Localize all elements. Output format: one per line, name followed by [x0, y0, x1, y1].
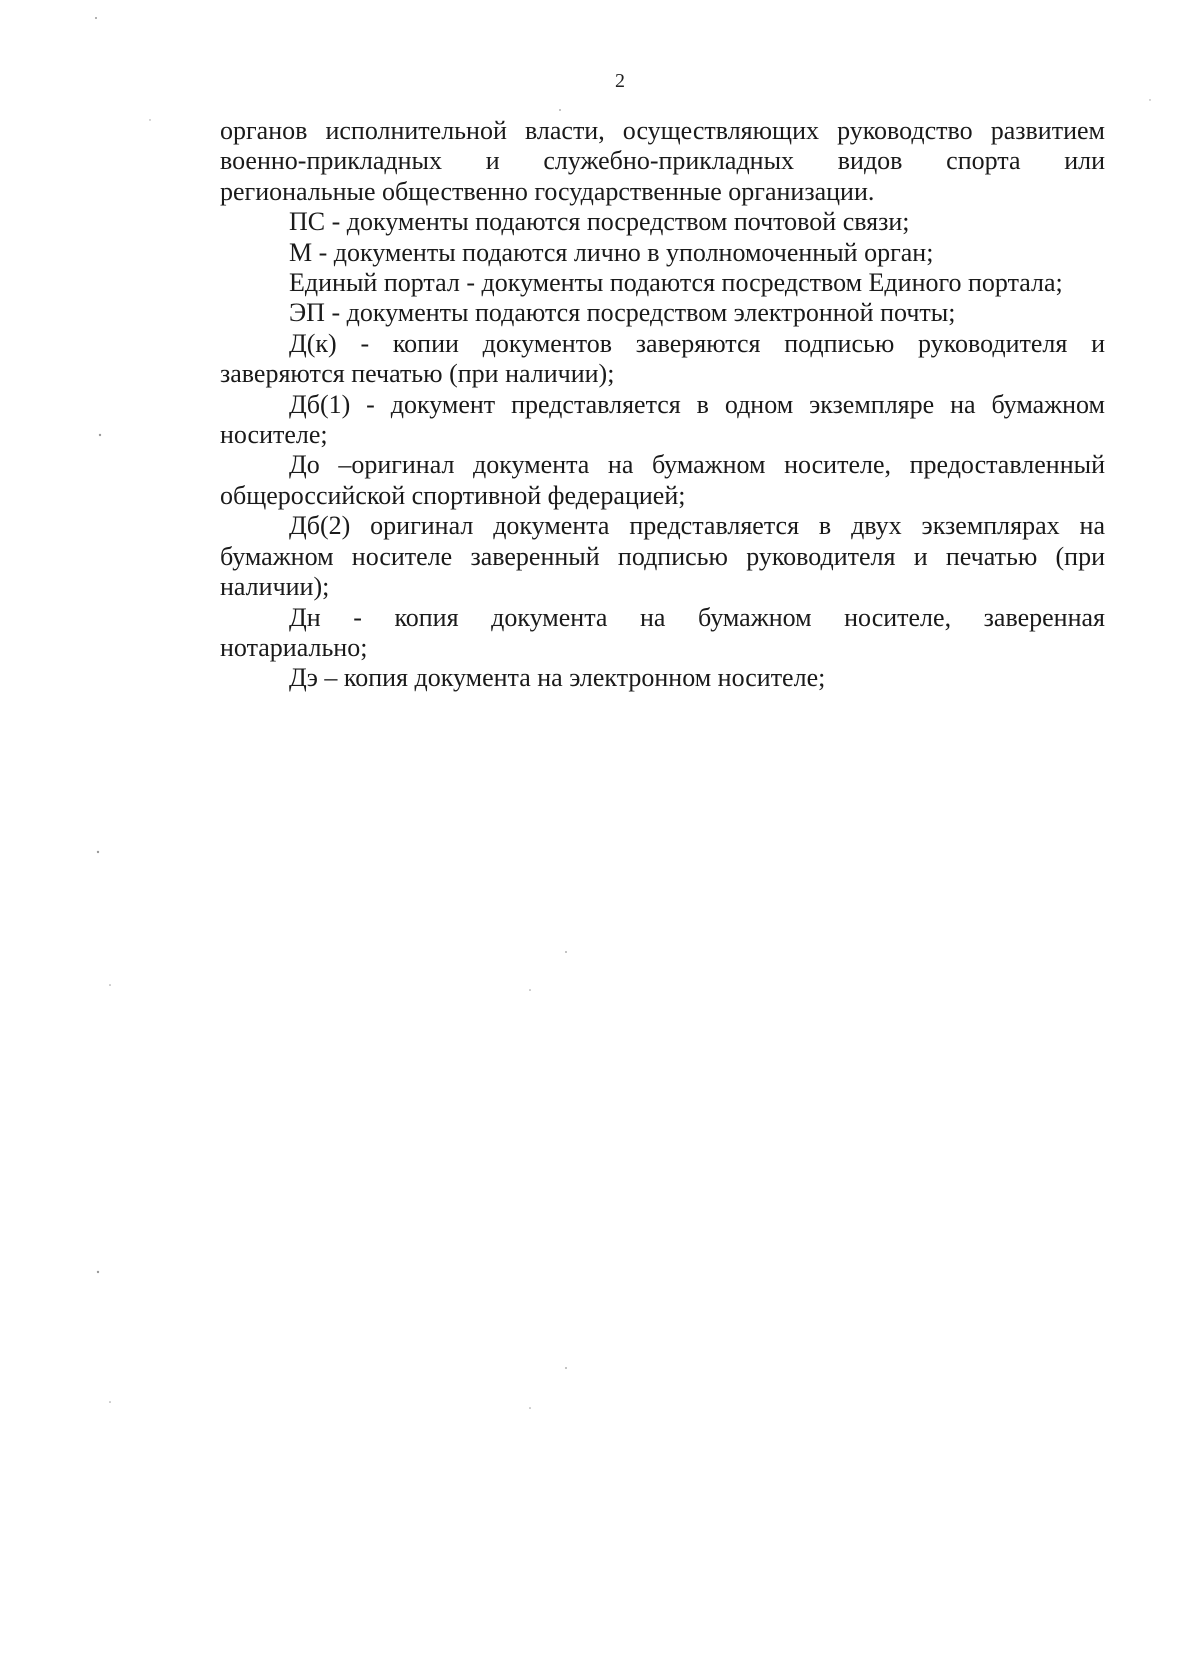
paragraph-line: бумажном носителе заверенный подписью руководителя и печатью (при: [220, 541, 1105, 571]
paragraph-line: До –оригинал документа на бумажном носителе, предоставленный: [289, 450, 1105, 480]
paragraph-line: заверяются печатью (при наличии);: [220, 359, 615, 389]
paragraph-line: органов исполнительной власти, осуществляющих руководство развитием: [220, 116, 1105, 145]
paragraph-email: ЭП - документы подаются посредством электронной почты;: [289, 298, 956, 328]
paragraph-personal: М - документы подаются лично в уполномоченный орган;: [289, 237, 934, 267]
paragraph-line: региональные общественно государственные организации.: [220, 176, 875, 206]
page-number: 2: [615, 70, 625, 92]
paragraph-electronic-copy: Дэ – копия документа на электронном носителе;: [289, 663, 826, 693]
paragraph-line: Д(к) - копии документов заверяются подписью руководителя и: [289, 328, 1105, 358]
paragraph-line: нотариально;: [220, 632, 368, 662]
paragraph-unified-portal: Единый портал - документы подаются посредством Единого портала;: [289, 268, 1063, 298]
paragraph-postal: ПС - документы подаются посредством почтовой связи;: [289, 207, 910, 237]
paragraph-line: носителе;: [220, 420, 328, 450]
paragraph-line: Дб(1) - документ представляется в одном экземпляре на бумажном: [289, 389, 1105, 419]
paragraph-line: наличии);: [220, 572, 330, 602]
paragraph-line: Дб(2) оригинал документа представляется в двух экземплярах на: [289, 511, 1105, 541]
paragraph-line: Дн - копия документа на бумажном носителе, заверенная: [289, 602, 1105, 632]
paragraph-line: военно-прикладных и служебно-прикладных видов спорта или: [220, 146, 1105, 176]
paragraph-line: общероссийской спортивной федерацией;: [220, 480, 686, 510]
